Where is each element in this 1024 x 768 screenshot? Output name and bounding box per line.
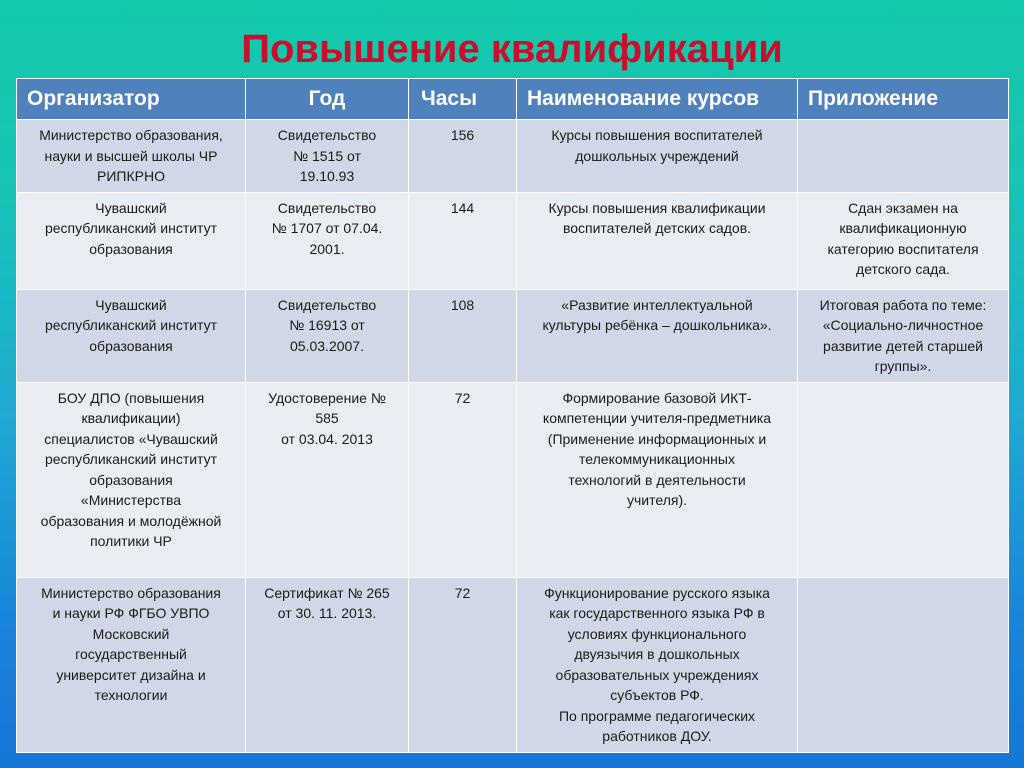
cell-line: образования и молодёжной	[40, 512, 222, 529]
cell-line: 585	[315, 410, 339, 426]
cell-line: и науки РФ ФГБО УВПО	[52, 605, 210, 621]
cell-line: республиканский институт	[44, 317, 218, 333]
cell-year	[246, 192, 409, 289]
cell-line: телекоммуникационных	[579, 451, 735, 467]
cell-organizer	[17, 289, 246, 382]
cell-line: Свидетельство	[277, 296, 377, 313]
cell-note	[798, 289, 1009, 382]
header-organizer: Организатор	[17, 79, 246, 120]
cell-line: По программе педагогических	[558, 707, 756, 724]
cell-line: Сдан экзамен на	[848, 199, 958, 216]
cell-line: от 30. 11. 2013.	[277, 605, 377, 621]
cell-line: Функционирование русского языка	[544, 584, 770, 601]
cell-line: субъектов РФ.	[610, 687, 704, 703]
cell-line: Удостоверение №	[268, 389, 386, 406]
qualification-table	[16, 78, 1009, 753]
header-course: Наименование курсов	[517, 79, 798, 120]
cell-line: Чувашский	[95, 199, 167, 216]
cell-line: № 1707 от 07.04.	[271, 220, 383, 236]
cell-line: развитие детей старшей	[823, 337, 983, 354]
cell-line: Курсы повышения квалификации	[548, 199, 766, 216]
cell-line: № 1515 от	[293, 147, 361, 164]
cell-line: двуязычия в дошкольных	[574, 646, 740, 662]
cell-line: университет дизайна и	[56, 666, 206, 683]
cell-course	[517, 382, 798, 577]
cell-line: Московский	[92, 625, 170, 642]
cell-line: специалистов «Чувашский	[44, 430, 218, 447]
cell-hours: 108	[409, 289, 517, 382]
cell-line: Свидетельство	[277, 199, 377, 216]
cell-line: образования	[89, 240, 173, 257]
cell-line: республиканский институт	[44, 220, 218, 236]
header-year: Год	[246, 79, 409, 120]
table-row	[17, 120, 1009, 193]
cell-year	[246, 577, 409, 752]
cell-organizer	[17, 120, 246, 193]
cell-line: Чувашский	[95, 296, 167, 313]
cell-line: государственный	[75, 646, 187, 662]
cell-line: Формирование базовой ИКТ-	[562, 389, 752, 406]
header-hours: Часы	[409, 79, 517, 120]
cell-line: образования	[89, 471, 173, 488]
cell-line: 19.10.93	[299, 168, 355, 184]
cell-note	[798, 192, 1009, 289]
cell-line: № 16913 от	[289, 317, 365, 333]
cell-line: РИПКРНО	[97, 168, 165, 184]
cell-line: квалификационную	[839, 220, 967, 236]
cell-line: «Развитие интеллектуальной	[561, 296, 753, 313]
cell-line: БОУ ДПО (повышения	[57, 389, 205, 406]
cell-line: Министерство образования	[41, 584, 221, 601]
table-row	[17, 192, 1009, 289]
table-row	[17, 289, 1009, 382]
cell-line: «Социально-личностное	[822, 317, 984, 333]
cell-course	[517, 289, 798, 382]
cell-organizer	[17, 192, 246, 289]
cell-line: условиях функционального	[567, 625, 747, 642]
cell-hours: 156	[409, 120, 517, 193]
cell-year	[246, 289, 409, 382]
cell-line: воспитателей детских садов.	[562, 220, 752, 236]
cell-line: учителя).	[627, 492, 687, 508]
cell-line: дошкольных учреждений	[575, 147, 739, 164]
cell-line: технологии	[94, 687, 168, 703]
cell-line: 2001.	[309, 240, 345, 257]
page-title: Повышение квалификации	[241, 27, 783, 71]
cell-line: (Применение информационных и	[547, 430, 767, 447]
cell-hours: 72	[409, 382, 517, 577]
cell-line: образования	[89, 337, 173, 354]
cell-line: 05.03.2007.	[290, 337, 364, 354]
cell-line: работников ДОУ.	[602, 728, 712, 744]
table-row	[17, 577, 1009, 752]
cell-line: компетенции учителя-предметника	[542, 410, 772, 426]
cell-year	[246, 120, 409, 193]
cell-line: группы».	[874, 358, 932, 374]
cell-organizer	[17, 577, 246, 752]
cell-line: Сертификат № 265	[264, 584, 390, 601]
cell-year	[246, 382, 409, 577]
cell-line: технологий в деятельности	[568, 471, 746, 488]
cell-course	[517, 120, 798, 193]
cell-line: от 03.04. 2013	[281, 430, 373, 447]
cell-line: «Министерства	[80, 492, 182, 508]
cell-organizer	[17, 382, 246, 577]
cell-hours: 144	[409, 192, 517, 289]
cell-line: Курсы повышения воспитателей	[551, 127, 763, 143]
cell-line: категорию воспитателя	[827, 240, 979, 257]
cell-line: Итоговая работа по теме:	[819, 296, 987, 313]
cell-line: политики ЧР	[90, 533, 172, 549]
cell-line: Министерство образования,	[39, 127, 223, 143]
cell-line: культуры ребёнка – дошкольника».	[542, 317, 772, 333]
cell-line: республиканский институт	[44, 451, 218, 467]
cell-course	[517, 192, 798, 289]
table-header-row	[17, 79, 1009, 120]
cell-line: образовательных учреждениях	[555, 666, 759, 683]
cell-note	[798, 577, 1009, 752]
cell-line: детского сада.	[856, 261, 950, 277]
cell-course	[517, 577, 798, 752]
table-row	[17, 382, 1009, 577]
cell-hours: 72	[409, 577, 517, 752]
cell-note	[798, 120, 1009, 193]
cell-line: науки и высшей школы ЧР	[44, 147, 218, 164]
header-note: Приложение	[798, 79, 1009, 120]
cell-line: Свидетельство	[277, 127, 377, 143]
cell-note	[798, 382, 1009, 577]
cell-line: квалификации)	[81, 410, 181, 426]
cell-line: как государственного языка РФ в	[549, 605, 765, 621]
